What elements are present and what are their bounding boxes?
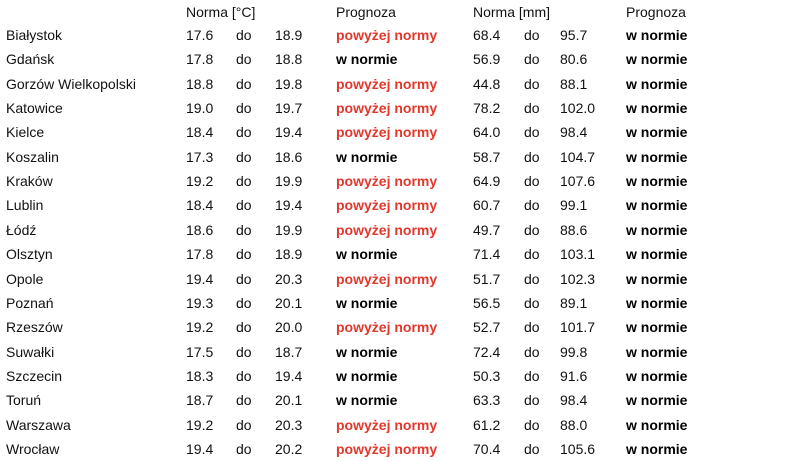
precip-norm-min: 44.8 [473, 75, 501, 92]
table-row [0, 23, 800, 47]
temp-separator: do [236, 221, 252, 238]
precip-forecast: w normie [626, 440, 688, 457]
temp-separator: do [236, 173, 252, 190]
temp-separator: do [236, 124, 252, 141]
precip-forecast: w normie [626, 416, 688, 433]
table-row [0, 267, 800, 291]
temp-norm-min: 18.8 [186, 75, 214, 92]
precip-separator: do [524, 440, 540, 457]
temp-norm-max: 20.3 [275, 416, 303, 433]
temp-separator: do [236, 416, 252, 433]
precip-separator: do [524, 270, 540, 287]
precip-forecast: w normie [626, 392, 688, 409]
precip-norm-max: 102.3 [560, 270, 596, 287]
precip-norm-max: 88.1 [560, 75, 588, 92]
temp-forecast: w normie [336, 148, 398, 165]
temp-separator: do [236, 100, 252, 117]
temp-norm-max: 19.4 [275, 197, 303, 214]
temp-norm-max: 18.8 [275, 51, 303, 68]
header-temp-norm: Norma [°C] [186, 4, 256, 20]
city-name: Toruń [6, 392, 42, 409]
temp-norm-min: 18.4 [186, 197, 214, 214]
precip-separator: do [524, 246, 540, 263]
temp-forecast: powyżej normy [336, 270, 438, 287]
precip-norm-min: 56.9 [473, 51, 501, 68]
temp-norm-max: 20.1 [275, 294, 303, 311]
city-name: Katowice [6, 100, 63, 117]
temp-forecast: w normie [336, 294, 398, 311]
temp-forecast: powyżej normy [336, 440, 438, 457]
temp-norm-min: 17.5 [186, 343, 214, 360]
table-row [0, 120, 800, 144]
temp-forecast: powyżej normy [336, 100, 438, 117]
temp-norm-max: 19.4 [275, 124, 303, 141]
precip-norm-max: 98.4 [560, 124, 588, 141]
temp-norm-min: 18.3 [186, 367, 214, 384]
temp-forecast: w normie [336, 367, 398, 384]
precip-forecast: w normie [626, 27, 688, 43]
table-row [0, 218, 800, 242]
precip-norm-max: 91.6 [560, 367, 588, 384]
temp-separator: do [236, 75, 252, 92]
precip-forecast: w normie [626, 173, 688, 190]
precip-norm-min: 63.3 [473, 392, 501, 409]
precip-norm-min: 68.4 [473, 27, 501, 43]
precip-norm-min: 60.7 [473, 197, 501, 214]
precip-norm-max: 105.6 [560, 440, 596, 457]
table-row [0, 242, 800, 266]
city-name: Wrocław [6, 440, 60, 457]
temp-norm-max: 20.0 [275, 319, 303, 336]
precip-norm-max: 80.6 [560, 51, 588, 68]
city-name: Olsztyn [6, 246, 53, 263]
precip-separator: do [524, 173, 540, 190]
temp-norm-min: 18.4 [186, 124, 214, 141]
table-row [0, 169, 800, 193]
precip-forecast: w normie [626, 124, 688, 141]
city-name: Koszalin [6, 148, 59, 165]
precip-forecast: w normie [626, 294, 688, 311]
precip-norm-max: 102.0 [560, 100, 596, 117]
precip-forecast: w normie [626, 197, 688, 214]
city-name: Kielce [6, 124, 45, 141]
temp-norm-min: 18.6 [186, 221, 214, 238]
temp-norm-max: 20.3 [275, 270, 303, 287]
table-row [0, 413, 800, 437]
city-name: Suwałki [6, 343, 55, 360]
city-name: Kraków [6, 173, 53, 190]
precip-norm-min: 52.7 [473, 319, 501, 336]
temp-separator: do [236, 440, 252, 457]
precip-separator: do [524, 221, 540, 238]
temp-separator: do [236, 27, 252, 43]
header-precip-norm: Norma [mm] [473, 4, 550, 20]
header-temp-forecast: Prognoza [336, 4, 396, 20]
table-row [0, 47, 800, 71]
temp-norm-max: 18.7 [275, 343, 303, 360]
temp-norm-min: 19.0 [186, 100, 214, 117]
temp-forecast: w normie [336, 392, 398, 409]
precip-norm-min: 51.7 [473, 270, 501, 287]
temp-norm-max: 19.8 [275, 75, 303, 92]
precip-norm-min: 61.2 [473, 416, 501, 433]
city-name: Szczecin [6, 367, 63, 384]
temp-norm-max: 19.4 [275, 367, 303, 384]
temp-separator: do [236, 246, 252, 263]
table-row [0, 96, 800, 120]
precip-norm-max: 89.1 [560, 294, 588, 311]
temp-norm-min: 19.2 [186, 173, 214, 190]
temp-forecast: powyżej normy [336, 173, 438, 190]
temp-separator: do [236, 319, 252, 336]
city-name: Rzeszów [6, 319, 63, 336]
temp-norm-max: 18.9 [275, 246, 303, 263]
city-name: Białystok [6, 27, 63, 43]
precip-separator: do [524, 294, 540, 311]
temp-norm-max: 19.9 [275, 173, 303, 190]
temp-norm-max: 18.6 [275, 148, 303, 165]
table-row [0, 145, 800, 169]
precip-norm-min: 50.3 [473, 367, 501, 384]
precip-separator: do [524, 343, 540, 360]
temp-forecast: w normie [336, 51, 398, 68]
precip-norm-max: 88.6 [560, 221, 588, 238]
precip-forecast: w normie [626, 343, 688, 360]
precip-forecast: w normie [626, 319, 688, 336]
temp-separator: do [236, 343, 252, 360]
temp-norm-max: 20.2 [275, 440, 303, 457]
precip-norm-min: 58.7 [473, 148, 501, 165]
precip-separator: do [524, 319, 540, 336]
table-row [0, 388, 800, 412]
precip-norm-max: 103.1 [560, 246, 596, 263]
precip-norm-min: 70.4 [473, 440, 501, 457]
table-row [0, 291, 800, 315]
table-row [0, 193, 800, 217]
precip-separator: do [524, 124, 540, 141]
table-row [0, 315, 800, 339]
precip-norm-min: 56.5 [473, 294, 501, 311]
table-row [0, 364, 800, 388]
city-name: Łódź [6, 221, 37, 238]
temp-norm-max: 19.9 [275, 221, 303, 238]
temp-forecast: w normie [336, 246, 398, 263]
temp-norm-max: 19.7 [275, 100, 303, 117]
temp-forecast: powyżej normy [336, 197, 438, 214]
temp-norm-max: 18.9 [275, 27, 303, 43]
temp-separator: do [236, 270, 252, 287]
precip-separator: do [524, 100, 540, 117]
precip-forecast: w normie [626, 75, 688, 92]
precip-separator: do [524, 367, 540, 384]
city-name: Lublin [6, 197, 44, 214]
temp-forecast: powyżej normy [336, 27, 438, 43]
table-row [0, 340, 800, 364]
temp-norm-min: 17.3 [186, 148, 214, 165]
precip-norm-max: 98.4 [560, 392, 588, 409]
temp-norm-min: 17.6 [186, 27, 214, 43]
precip-separator: do [524, 416, 540, 433]
temp-norm-min: 17.8 [186, 246, 214, 263]
precip-forecast: w normie [626, 221, 688, 238]
precip-norm-min: 78.2 [473, 100, 501, 117]
temp-separator: do [236, 392, 252, 409]
temp-forecast: powyżej normy [336, 319, 438, 336]
precip-norm-min: 72.4 [473, 343, 501, 360]
temp-separator: do [236, 197, 252, 214]
temp-separator: do [236, 148, 252, 165]
temp-separator: do [236, 367, 252, 384]
temp-norm-min: 19.4 [186, 440, 214, 457]
precip-forecast: w normie [626, 148, 688, 165]
precip-forecast: w normie [626, 270, 688, 287]
temp-norm-min: 18.7 [186, 392, 214, 409]
precip-norm-min: 64.9 [473, 173, 501, 190]
precip-separator: do [524, 148, 540, 165]
temp-forecast: w normie [336, 343, 398, 360]
temp-forecast: powyżej normy [336, 221, 438, 238]
precip-norm-min: 71.4 [473, 246, 501, 263]
temp-separator: do [236, 294, 252, 311]
precip-norm-min: 64.0 [473, 124, 501, 141]
header-precip-forecast: Prognoza [626, 4, 686, 20]
precip-separator: do [524, 75, 540, 92]
precip-norm-min: 49.7 [473, 221, 501, 238]
city-name: Warszawa [6, 416, 71, 433]
table-row [0, 437, 800, 461]
temp-norm-min: 19.3 [186, 294, 214, 311]
precip-norm-max: 99.8 [560, 343, 588, 360]
temp-separator: do [236, 51, 252, 68]
city-name: Poznań [6, 294, 54, 311]
temp-norm-min: 19.2 [186, 319, 214, 336]
precip-forecast: w normie [626, 367, 688, 384]
temp-norm-max: 20.1 [275, 392, 303, 409]
precip-separator: do [524, 51, 540, 68]
precip-norm-max: 99.1 [560, 197, 588, 214]
precip-forecast: w normie [626, 100, 688, 117]
precip-separator: do [524, 27, 540, 43]
table-row [0, 72, 800, 96]
city-name: Gdańsk [6, 51, 55, 68]
city-name: Gorzów Wielkopolski [6, 75, 136, 92]
temp-forecast: powyżej normy [336, 75, 438, 92]
city-name: Opole [6, 270, 44, 287]
precip-norm-max: 107.6 [560, 173, 596, 190]
temp-norm-min: 17.8 [186, 51, 214, 68]
precip-norm-max: 95.7 [560, 27, 588, 43]
precip-norm-max: 88.0 [560, 416, 588, 433]
precip-norm-max: 104.7 [560, 148, 596, 165]
precip-forecast: w normie [626, 51, 688, 68]
precip-forecast: w normie [626, 246, 688, 263]
temp-norm-min: 19.4 [186, 270, 214, 287]
temp-forecast: powyżej normy [336, 124, 438, 141]
precip-norm-max: 101.7 [560, 319, 596, 336]
precip-separator: do [524, 392, 540, 409]
table-header [0, 0, 800, 24]
temp-norm-min: 19.2 [186, 416, 214, 433]
precip-separator: do [524, 197, 540, 214]
temp-forecast: powyżej normy [336, 416, 438, 433]
